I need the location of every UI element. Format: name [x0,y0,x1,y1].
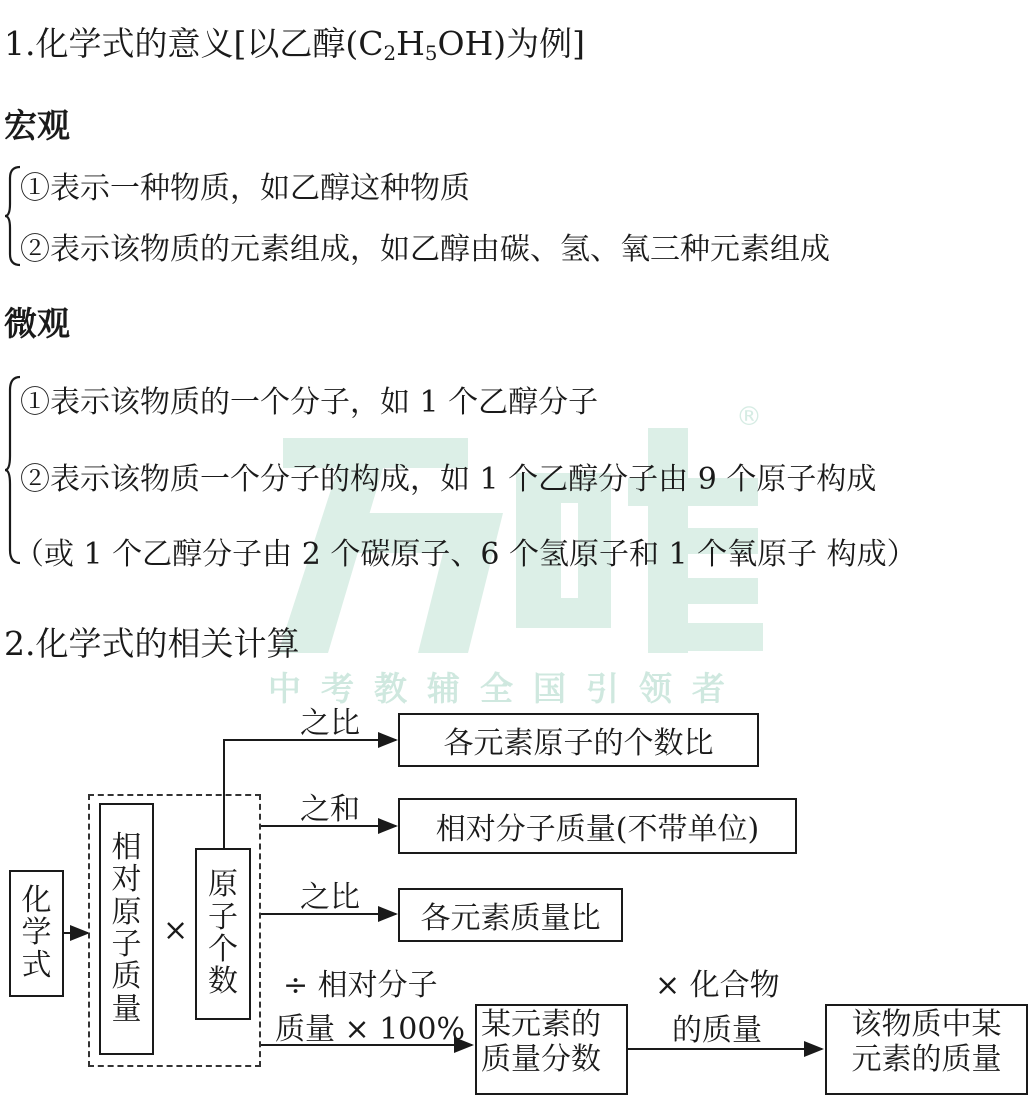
result-relative-molecular-mass: 相对分子质量(不带单位) [398,798,797,854]
result-element-mass-ratio: 各元素质量比 [398,888,623,942]
macro-item-1: ①表示一种物质，如乙醇这种物质 [20,171,470,206]
edge-label-multiply-line2: 的质量 [672,1013,762,1048]
edge-label-divide-line1: ÷ 相对分子 [283,968,438,1003]
section2-title: 2.化学式的相关计算 [4,624,300,663]
watermark-registered-mark: ® [736,402,762,432]
edge-label-multiply-line1: × 化合物 [655,968,780,1003]
micro-item-2: ②表示该物质一个分子的构成，如 1 个乙醇分子由 9 个原子构成 [20,462,877,497]
times-sign: × [163,913,189,948]
watermark-slogan: 中考教辅全国引领者 [268,669,745,708]
micro-heading: 微观 [4,304,70,343]
edge-label-ratio-1: 之比 [300,706,360,741]
macro-heading: 宏观 [4,106,70,145]
result-atom-count-ratio: 各元素原子的个数比 [398,713,759,767]
micro-item-3: （或 1 个乙醇分子由 2 个碳原子、6 个氢原子和 1 个氧原子 构成） [14,537,917,572]
atom-count-box: 原 子 个 数 [195,848,251,1020]
macro-item-2: ②表示该物质的元素组成，如乙醇由碳、氢、氧三种元素组成 [20,232,830,267]
section1-title: 1.化学式的意义[以乙醇$(C_2H_5OH)$为例] [4,24,586,65]
micro-item-1: ①表示该物质的一个分子，如 1 个乙醇分子 [20,385,599,420]
relative-atomic-mass-box: 相 对 原 子 质 量 [99,803,154,1055]
result-mass-fraction: 某元素的 质量分数 [475,1004,628,1095]
edge-label-divide-line2: 质量 × 100% [275,1012,465,1047]
result-element-mass: 该物质中某 元素的质量 [825,1004,1028,1095]
formula-box: 化 学 式 [9,870,64,997]
edge-label-ratio-2: 之比 [300,880,360,915]
edge-label-sum: 之和 [300,792,360,827]
